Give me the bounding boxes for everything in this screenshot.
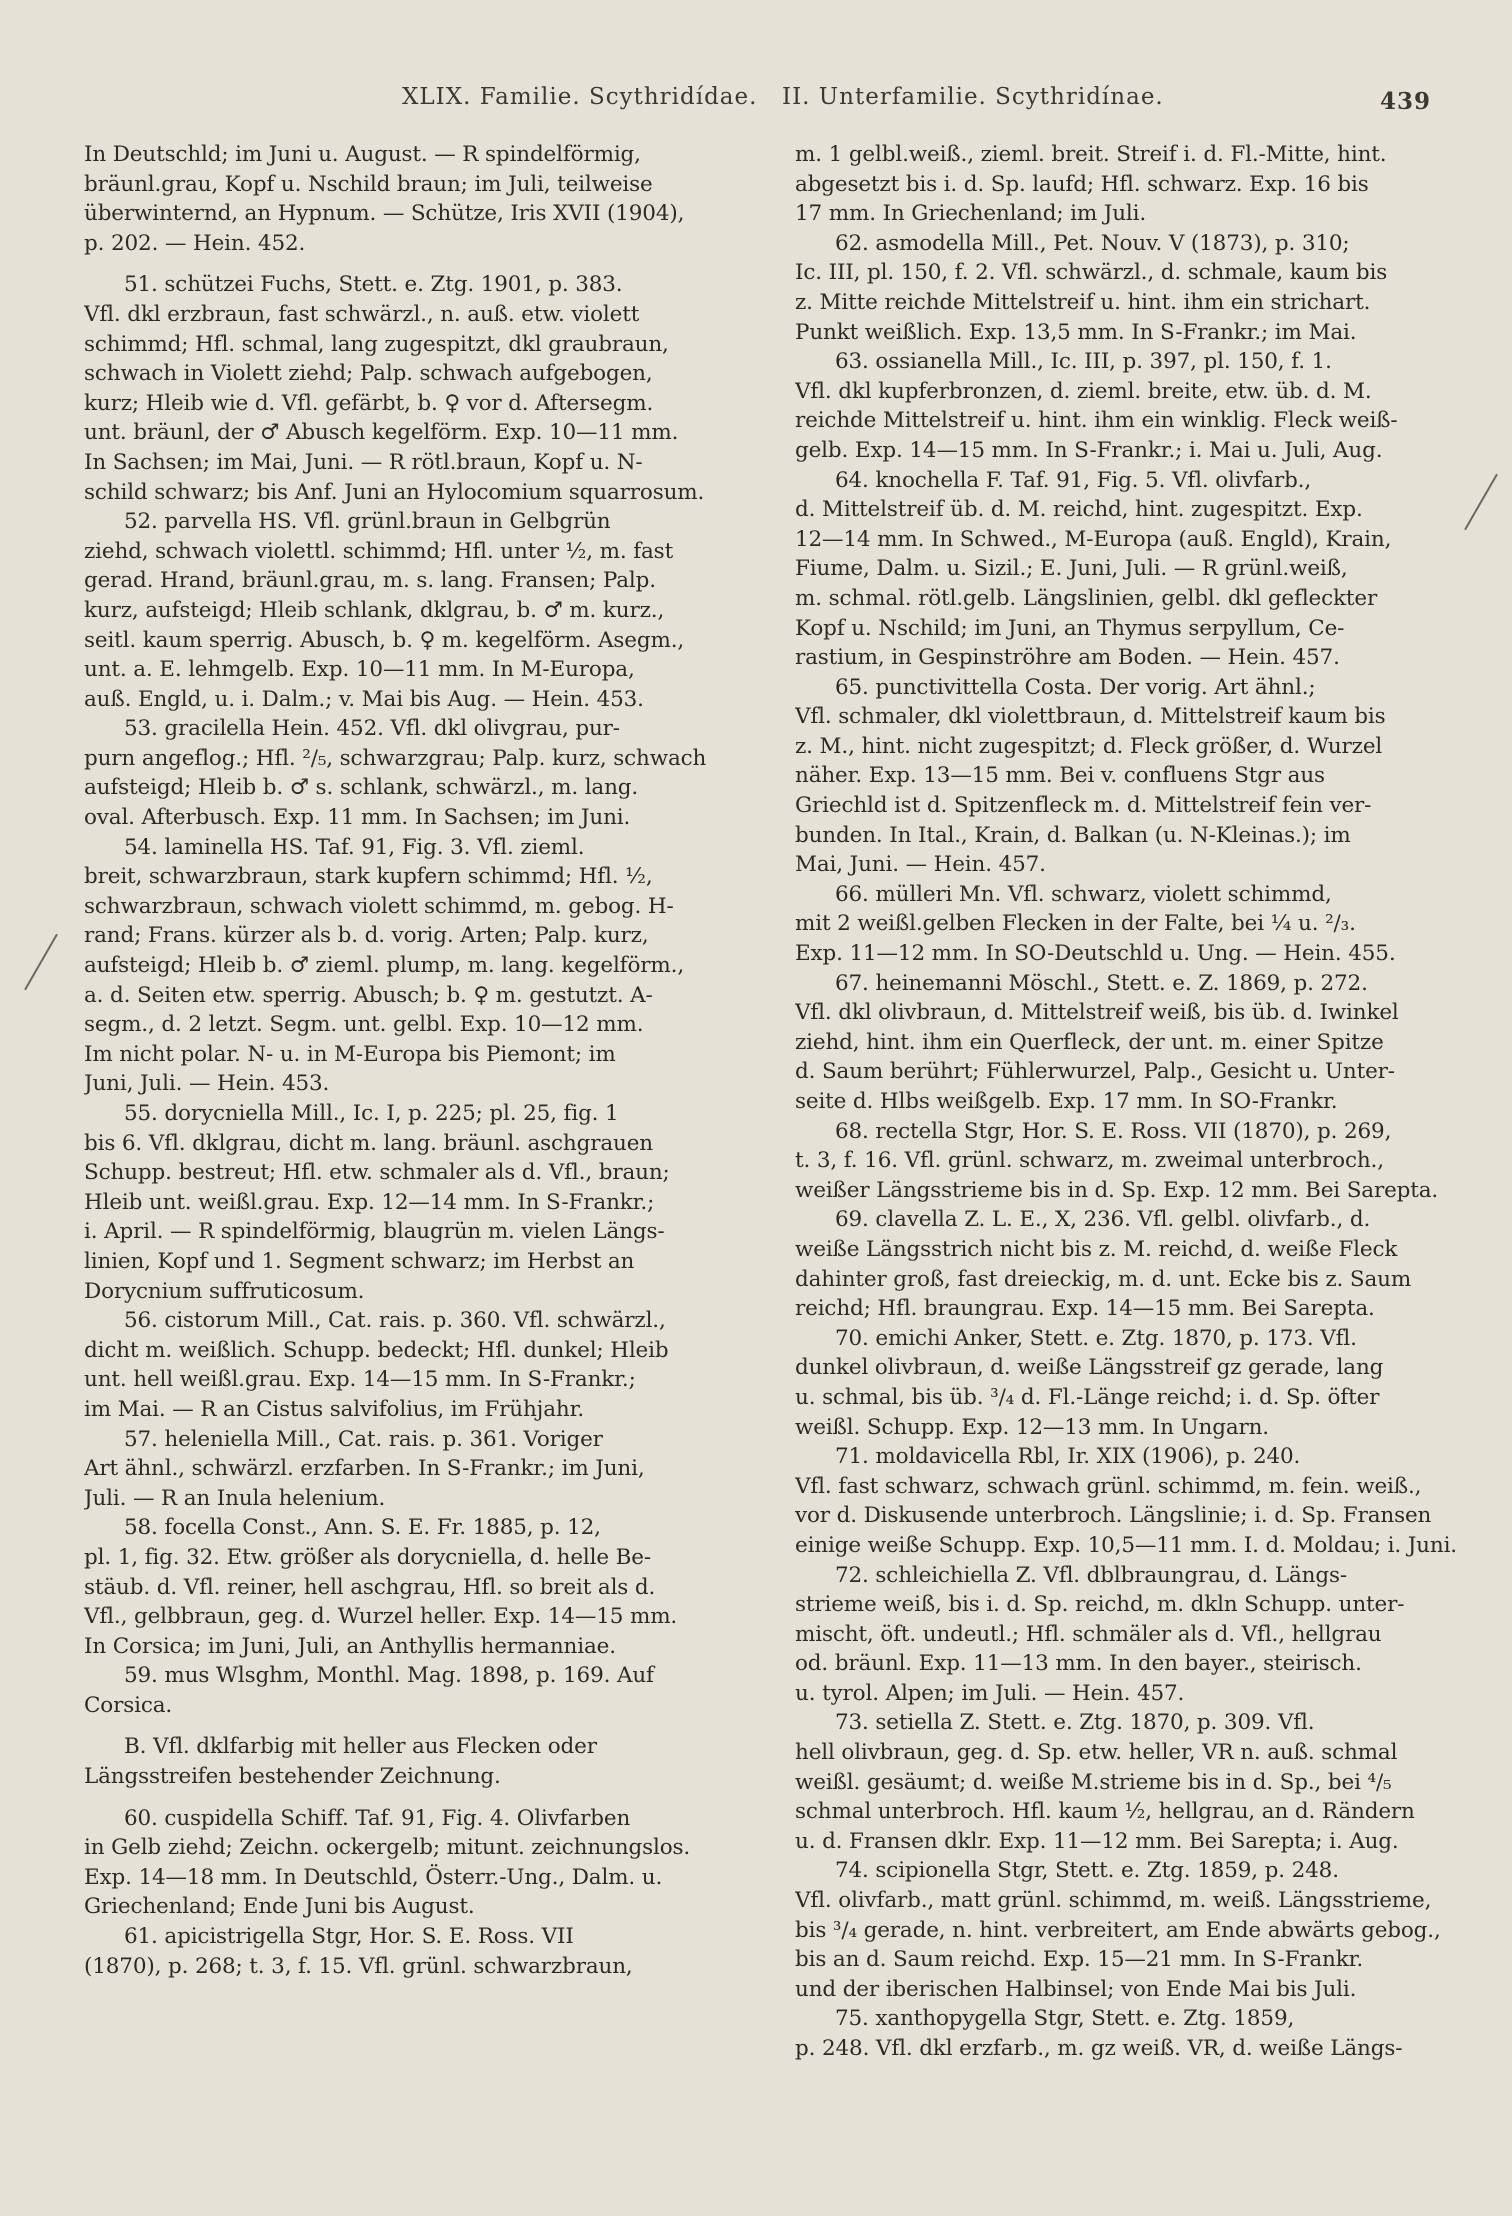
text-line: schmal unterbroch. Hfl. kaum ½, hellgrau, an d. Rändern xyxy=(795,1799,1415,1825)
text-line: Juni, Juli. — Hein. 453. xyxy=(84,1071,330,1097)
text-line: Fiume, Dalm. u. Sizil.; E. Juni, Juli. — R grünl.weiß, xyxy=(795,556,1348,582)
text-line: breit, schwarzbraun, stark kupfern schimmd; Hfl. ½, xyxy=(84,864,653,890)
text-line: In Corsica; im Juni, Juli, an Anthyllis hermanniae. xyxy=(84,1633,616,1659)
text-line: hell olivbraun, geg. d. Sp. etw. heller, VR n. auß. schmal xyxy=(795,1740,1398,1766)
text-line: Dorycnium suffruticosum. xyxy=(84,1278,365,1304)
text-line: d. Mittelstreif üb. d. M. reichd, hint. zugespitzt. Exp. xyxy=(795,497,1363,523)
text-line: Corsica. xyxy=(84,1692,173,1718)
text-line: überwinternd, an Hypnum. — Schütze, Iris XVII (1904), xyxy=(84,201,685,227)
text-line: 17 mm. In Griechenland; im Juli. xyxy=(795,201,1147,227)
text-line: d. Saum berührt; Fühlerwurzel, Palp., Gesicht u. Unter- xyxy=(795,1059,1395,1085)
text-line: schwach in Violett ziehd; Palp. schwach aufgebogen, xyxy=(84,361,653,387)
text-line: bis ³/₄ gerade, n. hint. verbreitert, am Ende abwärts gebog., xyxy=(795,1917,1441,1943)
text-line: ziehd, hint. ihm ein Querfleck, der unt. m. einer Spitze xyxy=(795,1029,1384,1055)
text-line: ziehd, schwach violettl. schimmd; Hfl. unter ½, m. fast xyxy=(84,538,674,564)
pencil-mark xyxy=(1464,474,1498,530)
text-line: rastium, in Gespinströhre am Boden. — Hein. 457. xyxy=(795,645,1340,671)
paragraph-gap xyxy=(84,1792,754,1804)
text-line: dicht m. weißlich. Schupp. bedeckt; Hfl. dunkel; Hleib xyxy=(84,1337,669,1363)
text-line: dahinter groß, fast dreieckig, m. d. unt. Ecke bis z. Saum xyxy=(795,1266,1412,1292)
pencil-mark xyxy=(24,934,58,990)
text-line: 68. rectella Stgr, Hor. S. E. Ross. VII (1870), p. 269, xyxy=(835,1118,1392,1144)
header-family: XLIX. Familie. Scythridídae. xyxy=(402,84,758,110)
text-line: 69. clavella Z. L. E., X, 236. Vfl. gelbl. olivfarb., d. xyxy=(835,1207,1371,1233)
text-line: 75. xanthopygella Stgr, Stett. e. Ztg. 1859, xyxy=(835,2006,1295,2032)
text-line: Punkt weißlich. Exp. 13,5 mm. In S-Frankr.; im Mai. xyxy=(795,319,1357,345)
text-line: bis an d. Saum reichd. Exp. 15—21 mm. In S-Frankr. xyxy=(795,1947,1364,1973)
text-line: Kopf u. Nschild; im Juni, an Thymus serpyllum, Ce- xyxy=(795,615,1345,641)
text-line: m. 1 gelbl.weiß., zieml. breit. Streif i. d. Fl.-Mitte, hint. xyxy=(795,142,1387,167)
text-line: kurz; Hleib wie d. Vfl. gefärbt, b. ♀ vor d. Aftersegm. xyxy=(84,390,654,416)
text-line: 61. apicistrigella Stgr, Hor. S. E. Ross. VII xyxy=(124,1924,574,1950)
text-line: Juli. — R an Inula helenium. xyxy=(84,1485,386,1511)
text-line: 60. cuspidella Schiff. Taf. 91, Fig. 4. Olivfarben xyxy=(124,1805,631,1831)
text-line: 65. punctivittella Costa. Der vorig. Art ähnl.; xyxy=(835,674,1316,700)
text-line: 72. schleichiella Z. Vfl. dblbraungrau, d. Längs- xyxy=(835,1562,1347,1588)
text-line: Ic. III, pl. 150, f. 2. Vfl. schwärzl., d. schmale, kaum bis xyxy=(795,260,1388,286)
text-line: seitl. kaum sperrig. Abusch, b. ♀ m. kegelförm. Asegm., xyxy=(84,627,685,653)
text-line: reichd; Hfl. braungrau. Exp. 14—15 mm. Bei Sarepta. xyxy=(795,1296,1375,1322)
text-line: 73. setiella Z. Stett. e. Ztg. 1870, p. 309. Vfl. xyxy=(835,1710,1315,1736)
text-line: schild schwarz; bis Anf. Juni an Hylocomium squarrosum. xyxy=(84,479,705,505)
running-header xyxy=(0,84,1512,124)
text-line: Griechenland; Ende Juni bis August. xyxy=(84,1894,475,1920)
text-line: B. Vfl. dklfarbig mit heller aus Flecken oder xyxy=(124,1734,597,1760)
paragraph-gap xyxy=(84,1720,754,1732)
text-line: 56. cistorum Mill., Cat. rais. p. 360. Vfl. schwärzl., xyxy=(124,1308,666,1334)
text-line: schimmd; Hfl. schmal, lang zugespitzt, dkl graubraun, xyxy=(84,331,669,357)
text-line: 66. mülleri Mn. Vfl. schwarz, violett schimmd, xyxy=(835,881,1332,907)
paragraph-gap xyxy=(84,258,754,270)
text-line: 62. asmodella Mill., Pet. Nouv. V (1873), p. 310; xyxy=(835,230,1350,256)
text-line: weißer Längsstrieme bis in d. Sp. Exp. 12 mm. Bei Sarepta. xyxy=(795,1177,1439,1203)
text-line: gerad. Hrand, bräunl.grau, m. s. lang. Fransen; Palp. xyxy=(84,568,656,594)
text-line: unt. a. E. lehmgelb. Exp. 10—11 mm. In M-Europa, xyxy=(84,657,635,683)
text-line: dunkel olivbraun, d. weiße Längsstreif gz gerade, lang xyxy=(795,1355,1384,1381)
text-line: u. tyrol. Alpen; im Juli. — Hein. 457. xyxy=(795,1680,1185,1706)
text-line: Art ähnl., schwärzl. erzfarben. In S-Frankr.; im Juni, xyxy=(84,1456,645,1482)
text-line: 54. laminella HS. Taf. 91, Fig. 3. Vfl. zieml. xyxy=(124,834,585,860)
right-text-column xyxy=(795,140,1460,2200)
page-number: 439 xyxy=(1380,88,1432,115)
text-line: m. schmal. rötl.gelb. Längslinien, gelbl. dkl gefleckter xyxy=(795,585,1378,611)
text-line: mit 2 weißl.gelben Flecken in der Falte, bei ¼ u. ²/₃. xyxy=(795,911,1356,937)
text-line: u. d. Fransen dklr. Exp. 11—12 mm. Bei Sarepta; i. Aug. xyxy=(795,1828,1399,1854)
text-line: Vfl. schmaler, dkl violettbraun, d. Mittelstreif kaum bis xyxy=(795,704,1386,730)
text-line: Exp. 11—12 mm. In SO-Deutschld u. Ung. — Hein. 455. xyxy=(795,941,1396,967)
text-line: abgesetzt bis i. d. Sp. laufd; Hfl. schwarz. Exp. 16 bis xyxy=(795,171,1369,197)
text-line: (1870), p. 268; t. 3, f. 15. Vfl. grünl. schwarzbraun, xyxy=(84,1953,633,1979)
text-line: und der iberischen Halbinsel; von Ende Mai bis Juli. xyxy=(795,1976,1357,2002)
text-line: Vfl. dkl kupferbronzen, d. zieml. breite, etw. üb. d. M. xyxy=(795,378,1372,404)
text-line: 12—14 mm. In Schwed., M-Europa (auß. Engld), Krain, xyxy=(795,526,1392,552)
header-subfamily: II. Unterfamilie. Scythridínae. xyxy=(782,84,1164,110)
text-line: bräunl.grau, Kopf u. Nschild braun; im Juli, teilweise xyxy=(84,171,653,197)
text-line: oval. Afterbusch. Exp. 11 mm. In Sachsen; im Juni. xyxy=(84,805,631,831)
text-line: 52. parvella HS. Vfl. grünl.braun in Gelbgrün xyxy=(124,509,611,535)
text-line: schwarzbraun, schwach violett schimmd, m. gebog. H- xyxy=(84,893,674,919)
text-line: bis 6. Vfl. dklgrau, dicht m. lang. bräunl. aschgrauen xyxy=(84,1130,653,1156)
text-line: 71. moldavicella Rbl, Ir. XIX (1906), p. 240. xyxy=(835,1444,1301,1470)
text-line: Vfl., gelbbraun, geg. d. Wurzel heller. Exp. 14—15 mm. xyxy=(84,1604,678,1630)
text-line: 53. gracilella Hein. 452. Vfl. dkl olivgrau, pur- xyxy=(124,716,620,742)
text-line: 74. scipionella Stgr, Stett. e. Ztg. 1859, p. 248. xyxy=(835,1858,1339,1884)
text-line: mischt, öft. undeutl.; Hfl. schmäler als d. Vfl., hellgrau xyxy=(795,1621,1382,1647)
text-line: 67. heinemanni Möschl., Stett. e. Z. 1869, p. 272. xyxy=(835,970,1368,996)
text-line: seite d. Hlbs weißgelb. Exp. 17 mm. In SO-Frankr. xyxy=(795,1089,1338,1114)
text-line: auß. Engld, u. i. Dalm.; v. Mai bis Aug. — Hein. 453. xyxy=(84,686,644,712)
text-line: unt. bräunl, der ♂ Abusch kegelförm. Exp. 10—11 mm. xyxy=(84,420,679,446)
text-line: 59. mus Wlsghm, Monthl. Mag. 1898, p. 169. Auf xyxy=(124,1663,654,1689)
text-line: gelb. Exp. 14—15 mm. In S-Frankr.; i. Mai u. Juli, Aug. xyxy=(795,437,1383,463)
text-line: 58. focella Const., Ann. S. E. Fr. 1885, p. 12, xyxy=(124,1515,601,1541)
text-line: Exp. 14—18 mm. In Deutschld, Österr.-Ung., Dalm. u. xyxy=(84,1864,663,1890)
text-line: t. 3, f. 16. Vfl. grünl. schwarz, m. zweimal unterbroch., xyxy=(795,1148,1384,1174)
text-line: 57. heleniella Mill., Cat. rais. p. 361. Voriger xyxy=(124,1426,603,1452)
text-line: z. Mitte reichde Mittelstreif u. hint. ihm ein strichart. xyxy=(795,289,1371,315)
text-line: p. 202. — Hein. 452. xyxy=(84,230,306,256)
left-text-column xyxy=(84,140,754,2200)
text-line: Längsstreifen bestehender Zeichnung. xyxy=(84,1764,501,1790)
text-line: vor d. Diskusende unterbroch. Längslinie; i. d. Sp. Fransen xyxy=(795,1503,1432,1529)
text-line: Griechld ist d. Spitzenfleck m. d. Mittelstreif fein ver- xyxy=(795,793,1372,819)
text-line: aufsteigd; Hleib b. ♂ zieml. plump, m. lang. kegelförm., xyxy=(84,953,685,979)
text-line: a. d. Seiten etw. sperrig. Abusch; b. ♀ m. gestutzt. A- xyxy=(84,982,653,1008)
text-line: weißl. gesäumt; d. weiße M.strieme bis in d. Sp., bei ⁴/₅ xyxy=(795,1769,1392,1795)
text-line: im Mai. — R an Cistus salvifolius, im Frühjahr. xyxy=(84,1396,585,1422)
text-line: p. 248. Vfl. dkl erzfarb., m. gz weiß. VR, d. weiße Längs- xyxy=(795,2036,1403,2061)
text-line: Mai, Juni. — Hein. 457. xyxy=(795,852,1046,878)
text-line: pl. 1, fig. 32. Etw. größer als dorycniella, d. helle Be- xyxy=(84,1544,651,1570)
text-line: z. M., hint. nicht zugespitzt; d. Fleck größer, d. Wurzel xyxy=(795,733,1383,759)
text-line: 51. schützei Fuchs, Stett. e. Ztg. 1901, p. 383. xyxy=(124,272,623,298)
text-line: segm., d. 2 letzt. Segm. unt. gelbl. Exp. 10—12 mm. xyxy=(84,1012,644,1038)
text-line: Schupp. bestreut; Hfl. etw. schmaler als d. Vfl., braun; xyxy=(84,1160,670,1186)
text-line: Vfl. olivfarb., matt grünl. schimmd, m. weiß. Längsstrieme, xyxy=(795,1888,1432,1914)
text-line: einige weiße Schupp. Exp. 10,5—11 mm. I. d. Moldau; i. Juni. xyxy=(795,1532,1457,1558)
text-line: 64. knochella F. Taf. 91, Fig. 5. Vfl. olivfarb., xyxy=(835,467,1312,493)
text-line: i. April. — R spindelförmig, blaugrün m. vielen Längs- xyxy=(84,1219,665,1245)
text-line: rand; Frans. kürzer als b. d. vorig. Arten; Palp. kurz, xyxy=(84,923,649,949)
text-line: In Sachsen; im Mai, Juni. — R rötl.braun, Kopf u. N- xyxy=(84,449,643,475)
text-line: kurz, aufsteigd; Hleib schlank, dklgrau, b. ♂ m. kurz., xyxy=(84,597,665,623)
text-line: weißl. Schupp. Exp. 12—13 mm. In Ungarn. xyxy=(795,1414,1269,1440)
text-line: strieme weiß, bis i. d. Sp. reichd, m. dkln Schupp. unter- xyxy=(795,1592,1405,1618)
text-line: u. schmal, bis üb. ³/₄ d. Fl.-Länge reichd; i. d. Sp. öfter xyxy=(795,1384,1380,1410)
text-line: reichde Mittelstreif u. hint. ihm ein winklig. Fleck weiß- xyxy=(795,408,1398,434)
text-line: stäub. d. Vfl. reiner, hell aschgrau, Hfl. so breit als d. xyxy=(84,1574,656,1600)
text-line: 70. emichi Anker, Stett. e. Ztg. 1870, p. 173. Vfl. xyxy=(835,1325,1357,1351)
text-line: Vfl. dkl olivbraun, d. Mittelstreif weiß, bis üb. d. Iwinkel xyxy=(795,1000,1399,1026)
text-line: Vfl. fast schwarz, schwach grünl. schimmd, m. fein. weiß., xyxy=(795,1473,1422,1499)
text-line: unt. hell weißl.grau. Exp. 14—15 mm. In S-Frankr.; xyxy=(84,1367,636,1393)
text-line: näher. Exp. 13—15 mm. Bei v. confluens Stgr aus xyxy=(795,763,1325,789)
text-line: aufsteigd; Hleib b. ♂ s. schlank, schwärzl., m. lang. xyxy=(84,775,639,801)
text-line: in Gelb ziehd; Zeichn. ockergelb; mitunt. zeichnungslos. xyxy=(84,1835,691,1861)
text-line: Hleib unt. weißl.grau. Exp. 12—14 mm. In S-Frankr.; xyxy=(84,1189,655,1215)
text-line: od. bräunl. Exp. 11—13 mm. In den bayer., steirisch. xyxy=(795,1651,1362,1677)
text-line: 55. dorycniella Mill., Ic. I, p. 225; pl. 25, fig. 1 xyxy=(124,1101,619,1126)
text-line: Im nicht polar. N- u. in M-Europa bis Piemont; im xyxy=(84,1041,616,1067)
text-line: bunden. In Ital., Krain, d. Balkan (u. N-Kleinas.); im xyxy=(795,822,1351,848)
text-line: weiße Längsstrich nicht bis z. M. reichd, d. weiße Fleck xyxy=(795,1236,1398,1262)
text-line: linien, Kopf und 1. Segment schwarz; im Herbst an xyxy=(84,1248,635,1274)
text-line: purn angeflog.; Hfl. ²/₅, schwarzgrau; Palp. kurz, schwach xyxy=(84,745,707,771)
text-line: 63. ossianella Mill., Ic. III, p. 397, pl. 150, f. 1. xyxy=(835,349,1332,375)
text-line: Vfl. dkl erzbraun, fast schwärzl., n. auß. etw. violett xyxy=(84,301,640,327)
text-line: In Deutschld; im Juni u. August. — R spindelförmig, xyxy=(84,142,641,167)
